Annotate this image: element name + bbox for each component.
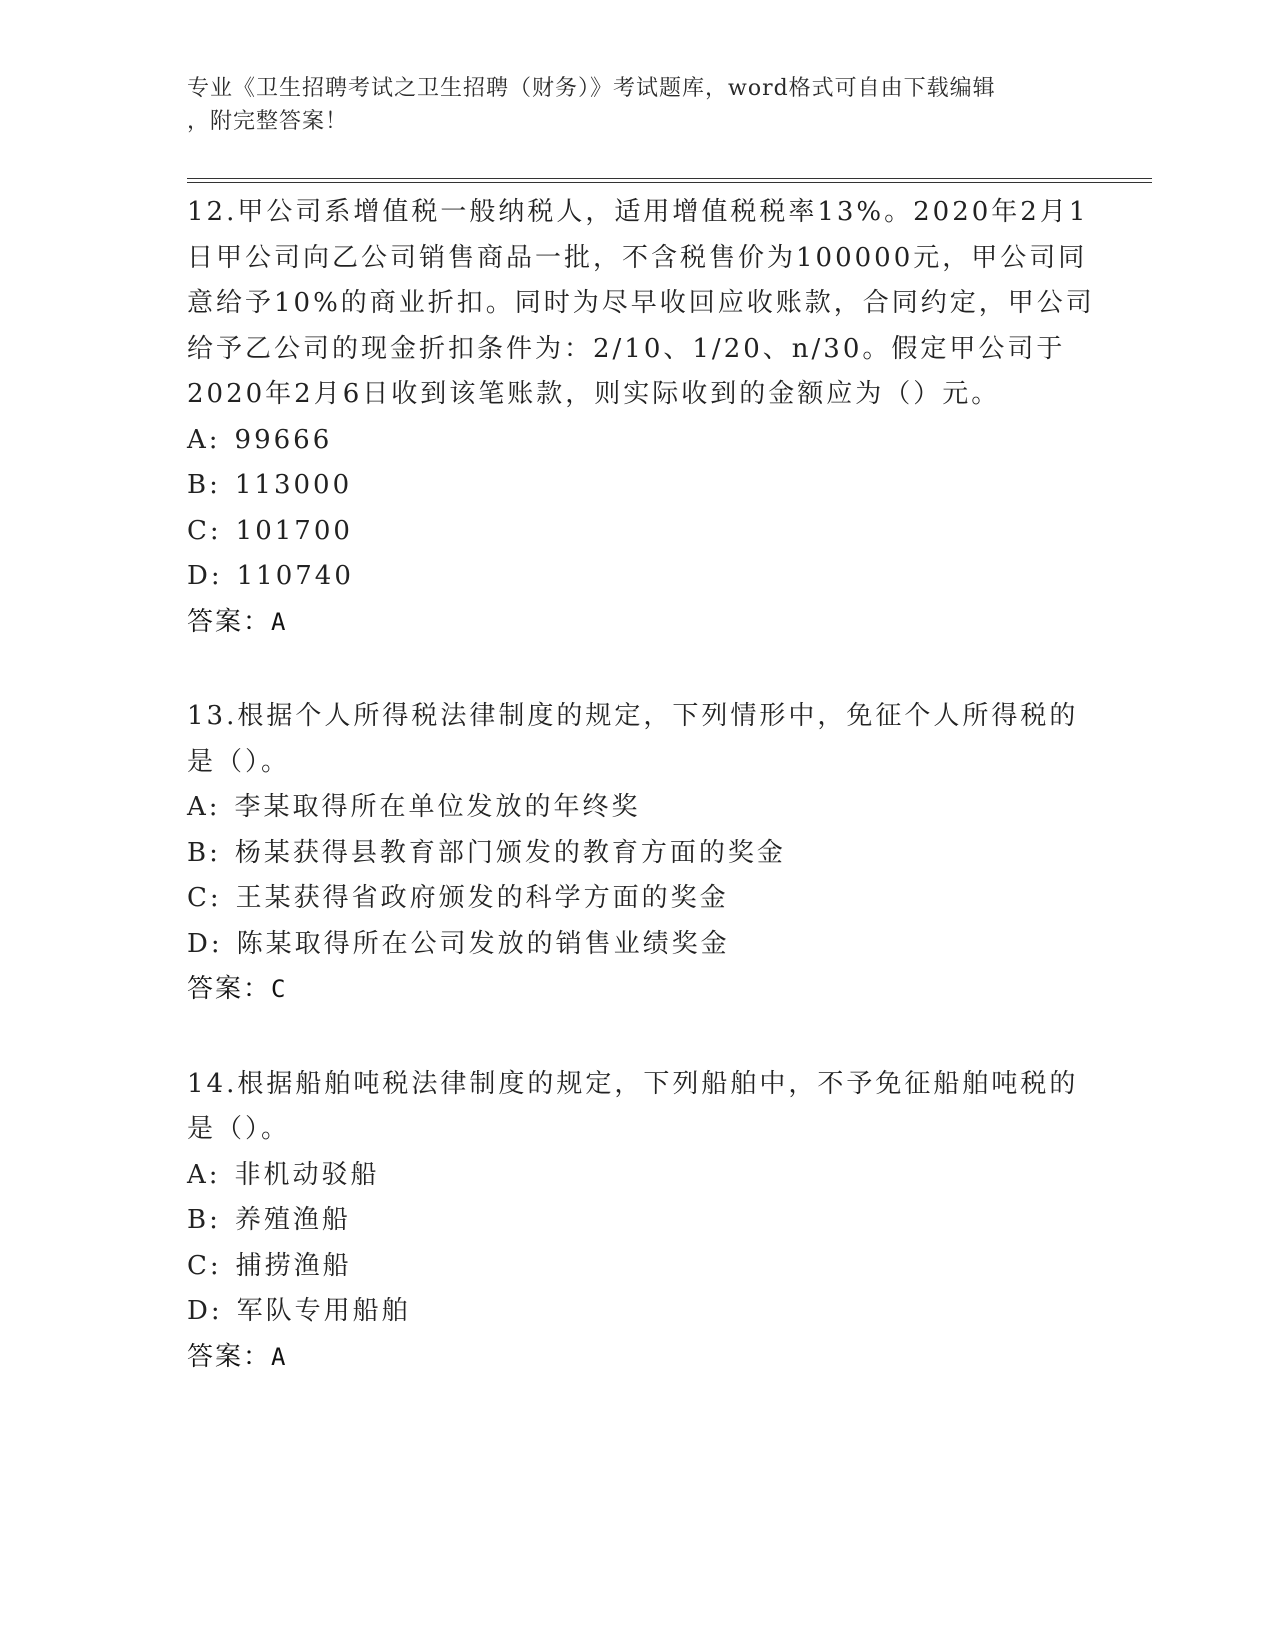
document-header <box>187 72 1087 138</box>
option-c <box>187 509 1087 555</box>
header-line-1: 专业《卫生招聘考试之卫生招聘（财务）》考试题库，word格式可自由下载编辑 <box>187 76 996 101</box>
answer-label: 答案： <box>187 606 272 637</box>
option-text: 李某取得所在单位发放的年终奖 <box>234 792 641 822</box>
header-divider-top <box>187 178 1152 179</box>
question-stem-line: 14.根据船舶吨税法律制度的规定，下列船舶中，不予免征船舶吨税的 <box>187 1068 1079 1099</box>
option-text: 军队专用船舶 <box>236 1296 411 1326</box>
option-key: D: <box>187 928 223 959</box>
header-divider-bottom <box>187 182 1152 183</box>
answer-label: 答案： <box>187 974 272 1004</box>
option-a <box>187 1153 1087 1199</box>
option-key: D: <box>187 1296 223 1326</box>
question-stem-line: 是（）。 <box>187 1114 291 1144</box>
option-a <box>187 418 1087 464</box>
option-b <box>187 1198 1087 1244</box>
option-c <box>187 876 1087 922</box>
option-key: B: <box>187 1205 221 1235</box>
option-b <box>187 831 1087 877</box>
option-text: 陈某取得所在公司发放的销售业绩奖金 <box>236 928 730 959</box>
answer-value: A <box>271 1342 288 1371</box>
option-text: 王某获得省政府颁发的科学方面的奖金 <box>235 883 729 913</box>
option-text: 110740 <box>236 561 354 591</box>
option-key: A: <box>187 792 221 822</box>
option-key: B: <box>187 470 221 500</box>
question-list <box>187 190 1095 1429</box>
option-text: 养殖渔船 <box>234 1205 351 1235</box>
answer-value: A <box>271 607 288 636</box>
option-text: 101700 <box>235 515 353 546</box>
option-text: 99666 <box>234 424 333 455</box>
option-b <box>187 463 1087 509</box>
option-a <box>187 785 1087 831</box>
option-text: 捕捞渔船 <box>235 1250 352 1281</box>
option-key: A: <box>187 1159 221 1190</box>
answer-line <box>187 600 1087 646</box>
option-text: 113000 <box>234 470 353 500</box>
option-d <box>187 922 1087 968</box>
answer-value: C <box>271 975 288 1003</box>
question-stem-line: 给予乙公司的现金折扣条件为：2/10、1/20、n/30。假定甲公司于 <box>187 333 1066 364</box>
question-stem-line: 13.根据个人所得税法律制度的规定，下列情形中，免征个人所得税的 <box>187 701 1079 731</box>
answer-label: 答案： <box>187 1341 272 1372</box>
question-13 <box>187 694 1087 1013</box>
option-key: C: <box>187 1250 222 1281</box>
option-key: C: <box>187 883 222 913</box>
question-12 <box>187 190 1095 645</box>
option-d <box>187 1289 1087 1335</box>
answer-line <box>187 1335 1087 1381</box>
option-text: 非机动驳船 <box>234 1159 380 1190</box>
option-key: C: <box>187 515 222 546</box>
question-stem-line: 是（）。 <box>187 746 291 777</box>
question-stem-line: 2020年2月6日收到该笔账款，则实际收到的金额应为（）元。 <box>187 379 1001 409</box>
answer-line <box>187 967 1087 1013</box>
question-14 <box>187 1062 1087 1381</box>
option-key: D: <box>187 561 223 591</box>
question-stem-line: 意给予10%的商业折扣。同时为尽早收回应收账款，合同约定，甲公司 <box>187 288 1095 318</box>
question-stem-line: 12.甲公司系增值税一般纳税人，适用增值税税率13%。2020年2月1 <box>187 197 1089 227</box>
option-key: A: <box>187 424 221 455</box>
question-stem-line: 日甲公司向乙公司销售商品一批，不含税售价为100000元，甲公司同 <box>187 242 1088 273</box>
header-line-2: ，附完整答案！ <box>187 109 349 134</box>
option-text: 杨某获得县教育部门颁发的教育方面的奖金 <box>234 837 786 868</box>
option-key: B: <box>187 837 221 868</box>
option-d <box>187 554 1087 600</box>
option-c <box>187 1244 1087 1290</box>
